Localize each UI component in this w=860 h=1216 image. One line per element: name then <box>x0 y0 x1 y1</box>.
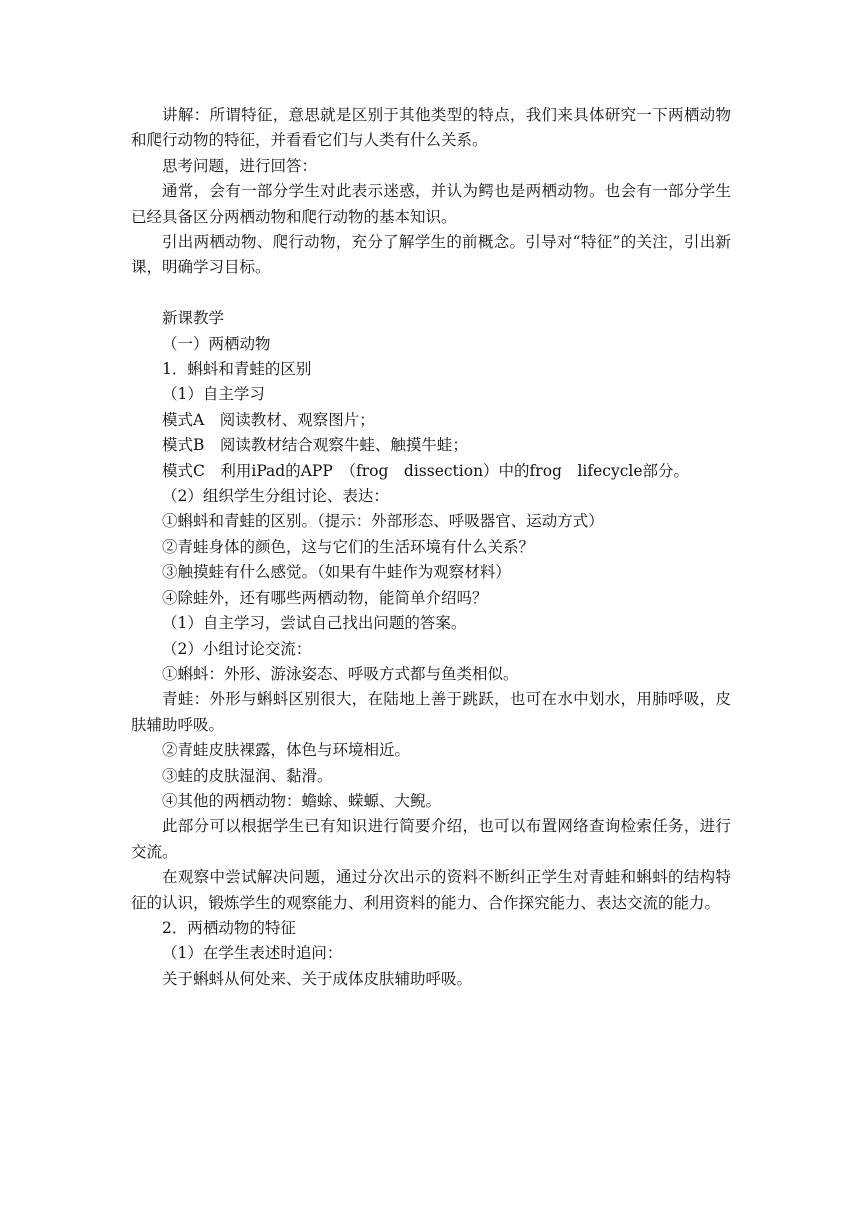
answer-2: ②青蛙皮肤裸露，体色与环境相近。 <box>162 741 411 760</box>
document-body <box>131 103 731 992</box>
paragraph-introduce-topic: 引出两栖动物、爬行动物，充分了解学生的前概念。引导对“特征”的关注，引出新课，明确学习目标。 <box>131 233 731 277</box>
answer-3: ③蛙的皮肤湿润、黏滑。 <box>162 766 333 785</box>
paragraph-follow-up-topics: 关于蝌蚪从何处来、关于成体皮肤辅助呼吸。 <box>162 969 473 988</box>
mode-a-line: 模式A 阅读教材、观察图片； <box>162 410 375 429</box>
subsection-heading-amphibians: （一）两栖动物 <box>162 334 271 353</box>
step-follow-up-question: （1）在学生表述时追问： <box>162 944 343 963</box>
item-heading-tadpole-frog-difference: 1．蝌蚪和青蛙的区别 <box>162 360 312 379</box>
answer-1-frog: 青蛙：外形与蝌蚪区别很大，在陆地上善于跳跃，也可在水中划水，用肺呼吸，皮肤辅助呼吸。 <box>131 690 731 734</box>
paragraph-think-question: 思考问题，进行回答： <box>162 156 318 175</box>
question-2: ②青蛙身体的颜色，这与它们的生活环境有什么关系？ <box>162 537 535 556</box>
answer-1-tadpole: ①蝌蚪：外形、游泳姿态、呼吸方式都与鱼类相似。 <box>162 664 519 683</box>
paragraph-explanation: 讲解：所谓特征，意思就是区别于其他类型的特点，我们来具体研究一下两栖动物和爬行动物的特征，并看看它们与人类有什么关系。 <box>131 106 731 150</box>
question-4: ④除蛙外，还有哪些两栖动物，能简单介绍吗？ <box>162 588 488 607</box>
answer-step-self-study: （1）自主学习，尝试自己找出问题的答案。 <box>162 614 467 633</box>
answer-step-group-discussion: （2）小组讨论交流： <box>162 639 312 658</box>
question-1: ①蝌蚪和青蛙的区别。（提示：外部形态、呼吸器官、运动方式） <box>162 512 604 531</box>
section-heading-new-lesson: 新课教学 <box>162 309 225 328</box>
step-group-discussion: （2）组织学生分组讨论、表达： <box>162 487 389 506</box>
paragraph-observation-goal: 在观察中尝试解决问题，通过分次出示的资料不断纠正学生对青蛙和蝌蚪的结构特征的认识，锻炼学生的观察能力、利用资料的能力、合作探究能力、表达交流的能力。 <box>131 868 731 912</box>
paragraph-network-task: 此部分可以根据学生已有知识进行简要介绍，也可以布置网络查询检索任务，进行交流。 <box>131 817 731 861</box>
item-heading-amphibian-features: 2．两栖动物的特征 <box>162 918 296 937</box>
step-self-study: （1）自主学习 <box>162 385 265 404</box>
mode-b-line: 模式B 阅读教材结合观察牛蛙、触摸牛蛙； <box>162 436 468 455</box>
blank-line <box>131 281 731 306</box>
mode-c-line: 模式C 利用iPad的APP （frog dissection）中的frog lifecycle部分。 <box>162 461 690 480</box>
question-3: ③触摸蛙有什么感觉。（如果有牛蛙作为观察材料） <box>162 563 511 582</box>
answer-4: ④其他的两栖动物：蟾蜍、蝾螈、大鲵。 <box>162 791 442 810</box>
paragraph-student-confusion: 通常，会有一部分学生对此表示迷惑，并认为鳄也是两栖动物。也会有一部分学生已经具备区分两栖动物和爬行动物的基本知识。 <box>131 182 731 226</box>
